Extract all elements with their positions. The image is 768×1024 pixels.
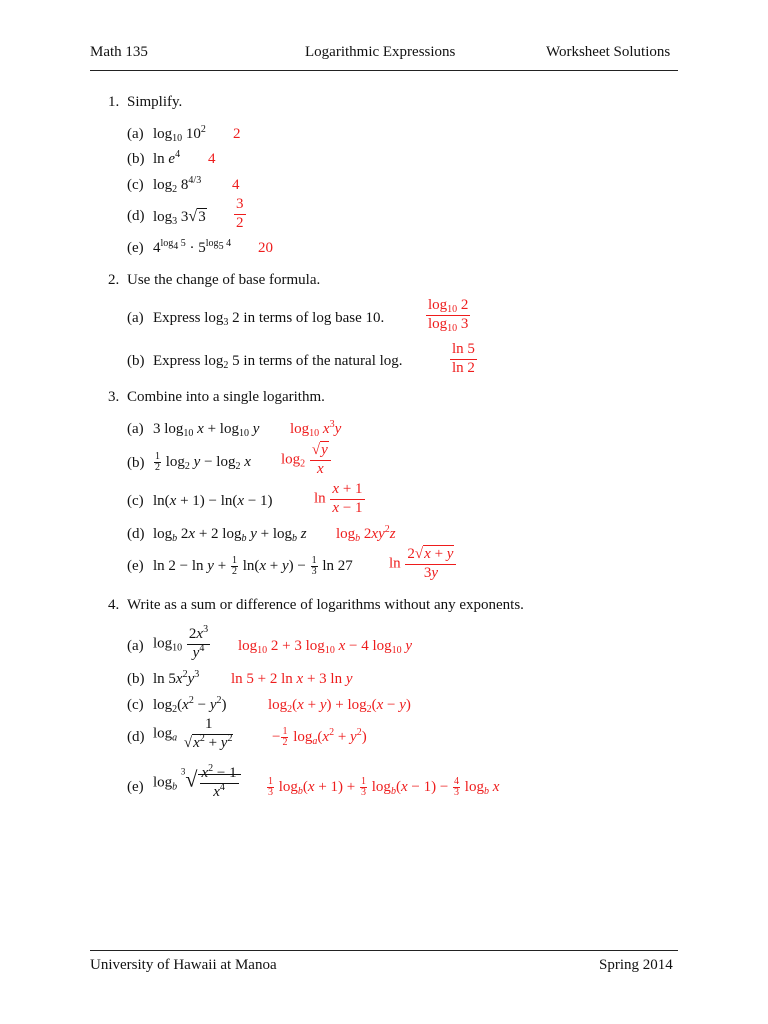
q3-part-a-label: (a)	[127, 421, 144, 437]
q1-part-c-label: (c)	[127, 177, 144, 193]
question-2-prompt: Use the change of base formula.	[127, 272, 321, 288]
q4-part-c-label: (c)	[127, 697, 144, 713]
q1-part-e-answer: 20	[258, 240, 273, 256]
question-3-number: 3.	[108, 389, 120, 405]
footer-rule	[90, 950, 678, 951]
q3-part-b-expression: $\frac{1}{2}$ $\log_2 y - \log_2 x$	[155, 451, 251, 473]
q3-part-b-answer: $\log_2$ $\frac{√y}{x}$	[281, 443, 332, 478]
q1-part-b-label: (b)	[127, 151, 145, 167]
q3-part-c-label: (c)	[127, 493, 144, 509]
question-4-number: 4.	[108, 597, 120, 613]
q4-part-a-label: (a)	[127, 638, 144, 654]
q1-part-d-answer: $\frac{3}{2}$	[236, 196, 244, 231]
q4-part-c-expression: $\log_2(x^2 - y^2)$	[153, 695, 227, 715]
q4-part-d-answer: − $\frac{1}{2}$ $\log_a(x^2 + y^2)$	[272, 726, 367, 748]
q1-part-e-expression: $4^{log_4 5} \cdot 5^{log_5 4}$	[153, 238, 232, 256]
q4-part-e-expression: $\log_b ^3√$ $\frac{x^2 - 1}{x^4}$	[153, 766, 241, 801]
question-2-number: 2.	[108, 272, 120, 288]
q1-part-b-answer: 4	[208, 151, 216, 167]
q1-part-c-answer: 4	[232, 177, 240, 193]
q4-part-b-expression: $\ln 5x^2y^3$	[153, 669, 200, 687]
q4-part-b-label: (b)	[127, 671, 145, 687]
q3-part-a-answer: $\log_{10} x^3y$	[290, 419, 342, 439]
q3-part-c-expression: ln(x + 1) − ln(x − 1)	[153, 493, 273, 509]
q1-part-d-label: (d)	[127, 208, 145, 224]
q1-part-a-expression: $\log_{10} 10^2$	[153, 124, 206, 144]
q3-part-d-expression: $\log_b 2x + 2$ $\log_b y + \log_b z$	[153, 526, 307, 544]
question-1-number: 1.	[108, 94, 120, 110]
q2-part-b-expression: Express $\log_2 5$ in terms of the natural log.	[153, 353, 403, 371]
footer-term: Spring 2014	[599, 957, 673, 973]
question-1-prompt: Simplify.	[127, 94, 183, 110]
header-rule	[90, 70, 678, 71]
header-course: Math 135	[90, 44, 148, 60]
question-3-prompt: Combine into a single logarithm.	[127, 389, 325, 405]
q3-part-e-label: (e)	[127, 558, 144, 574]
q2-part-a-label: (a)	[127, 310, 144, 326]
q4-part-a-answer: $\log_{10} 2 + 3$ $\log_{10} x - 4$ $\log_{10} y$	[238, 638, 413, 656]
q2-part-b-label: (b)	[127, 353, 145, 369]
q3-part-a-expression: 3 $\log_{10} x + \log_{10} y$	[153, 421, 260, 439]
q1-part-d-expression: $\log_3 3√3$	[153, 208, 206, 227]
q4-part-c-answer: $\log_2(x + y) + \log_2(x - y)$	[268, 697, 411, 715]
q4-part-d-label: (d)	[127, 729, 145, 745]
q4-part-e-label: (e)	[127, 779, 144, 795]
question-4-prompt: Write as a sum or difference of logarithms without any exponents.	[127, 597, 524, 613]
q1-part-a-label: (a)	[127, 126, 144, 142]
q2-part-a-answer: $\frac{\log_{10} 2}{\log_{10} 3}$	[428, 297, 469, 334]
footer-institution: University of Hawaii at Manoa	[90, 957, 277, 973]
q1-part-c-expression: $\log_2 8^{4/3}$	[153, 175, 202, 195]
q1-part-a-answer: 2	[233, 126, 241, 142]
q2-part-a-expression: Express $\log_3 2$ in terms of log base 10.	[153, 310, 385, 328]
q4-part-a-expression: $\log_{10}$ $\frac{2x^3}{y^4}$	[153, 624, 209, 661]
q4-part-b-answer: ln 5 + 2 ln x + 3 ln y	[231, 671, 353, 687]
q4-part-d-expression: $\log_a$ $\frac{1}{√x^2 + y^2}$	[153, 716, 233, 751]
q3-part-b-label: (b)	[127, 455, 145, 471]
q1-part-b-expression: $\ln e^4$	[153, 149, 181, 167]
header-topic: Logarithmic Expressions	[305, 44, 456, 60]
q3-part-d-answer: $\log_b 2xy^2z$	[336, 524, 396, 544]
q2-part-b-answer: $\frac{\ln 5}{\ln 2}$	[452, 341, 475, 376]
q3-part-e-answer: ln $\frac{2√x + y}{3y}$	[389, 547, 457, 582]
q3-part-e-expression: ln 2 − ln y + $\frac{1}{2}$ ln(x + y) − $\frac{1}{3}$ ln 27	[153, 555, 353, 577]
q3-part-d-label: (d)	[127, 526, 145, 542]
header-doc-type: Worksheet Solutions	[546, 44, 671, 60]
q3-part-c-answer: ln $\frac{x + 1}{x - 1}$	[314, 481, 363, 516]
q1-part-e-label: (e)	[127, 240, 144, 256]
q4-part-e-answer: $\frac{1}{3}$ $\log_b(x + 1)$ + $\frac{1}{3}$ $\log_b(x - 1)$ − $\frac{4}{3}$ $\log_b x$	[268, 776, 500, 798]
